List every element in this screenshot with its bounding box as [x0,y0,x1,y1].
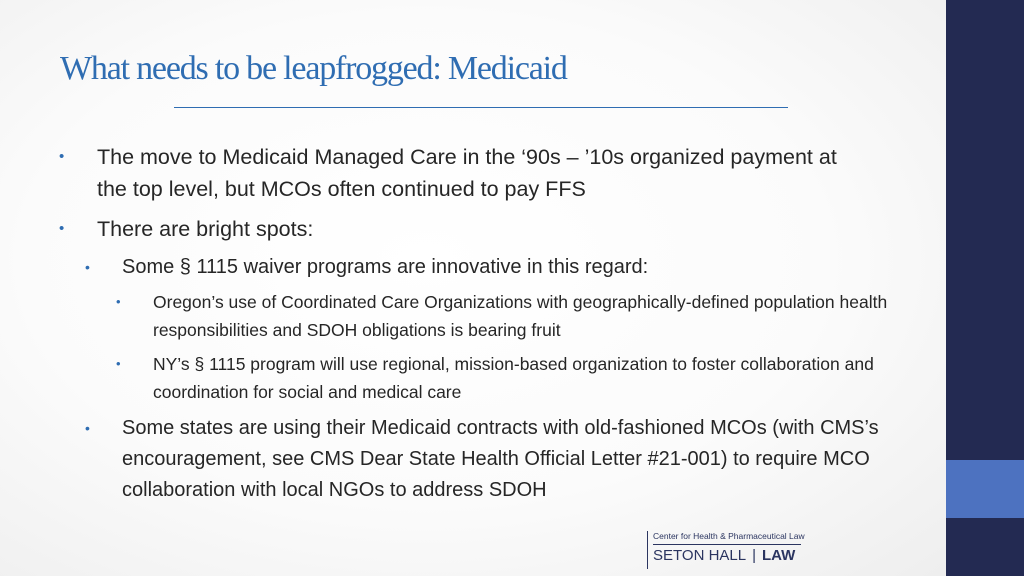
title-underline [174,107,788,108]
bullet-text: Oregon’s use of Coordinated Care Organizations with geographically-defined population health responsibilities and SDOH obligations is bearing fruit [153,292,888,340]
bullet-dot-icon: • [116,294,121,309]
sidebar-accent-block [946,460,1024,518]
bullet-dot-icon: • [116,356,121,371]
bullet-dot-icon: • [59,148,65,165]
bullet-text: There are bright spots: [97,217,314,241]
sub-sub-bullet-item [116,350,893,406]
seton-hall-law-logo [647,531,813,569]
bullet-text: Some § 1115 waiver programs are innovative in this regard: [122,256,649,278]
logo-center-name: Center for Health & Pharmaceutical Law [653,531,801,545]
bullet-item [59,213,857,245]
bullet-dot-icon: • [59,220,65,237]
sub-bullet-item [85,252,912,283]
bullet-dot-icon: • [85,259,90,275]
logo-wordmark [653,546,813,566]
bullet-text: Some states are using their Medicaid contracts with old-fashioned MCOs (with CMS’s encouragement, see CMS Dear State Health Official Letter #21-001) to require MCO collaboration with local NGOs to address SDOH [122,417,879,501]
bullet-dot-icon: • [85,420,90,436]
sub-sub-bullet-item [116,288,893,344]
bullet-text: NY’s § 1115 program will use regional, mission-based organization to foster collaboration and coordination for social and medical care [153,354,874,402]
slide-title: What needs to be leapfrogged: Medicaid [60,50,567,87]
sub-bullet-item [85,413,912,506]
logo-law-label: LAW [762,547,796,564]
logo-separator: | [752,547,756,564]
logo-school-name: SETON HALL [653,547,747,564]
bullet-text: The move to Medicaid Managed Care in the ‘90s – ’10s organized payment at the top level, but MCOs often continued to pay FFS [97,145,837,201]
bullet-item [59,141,857,205]
